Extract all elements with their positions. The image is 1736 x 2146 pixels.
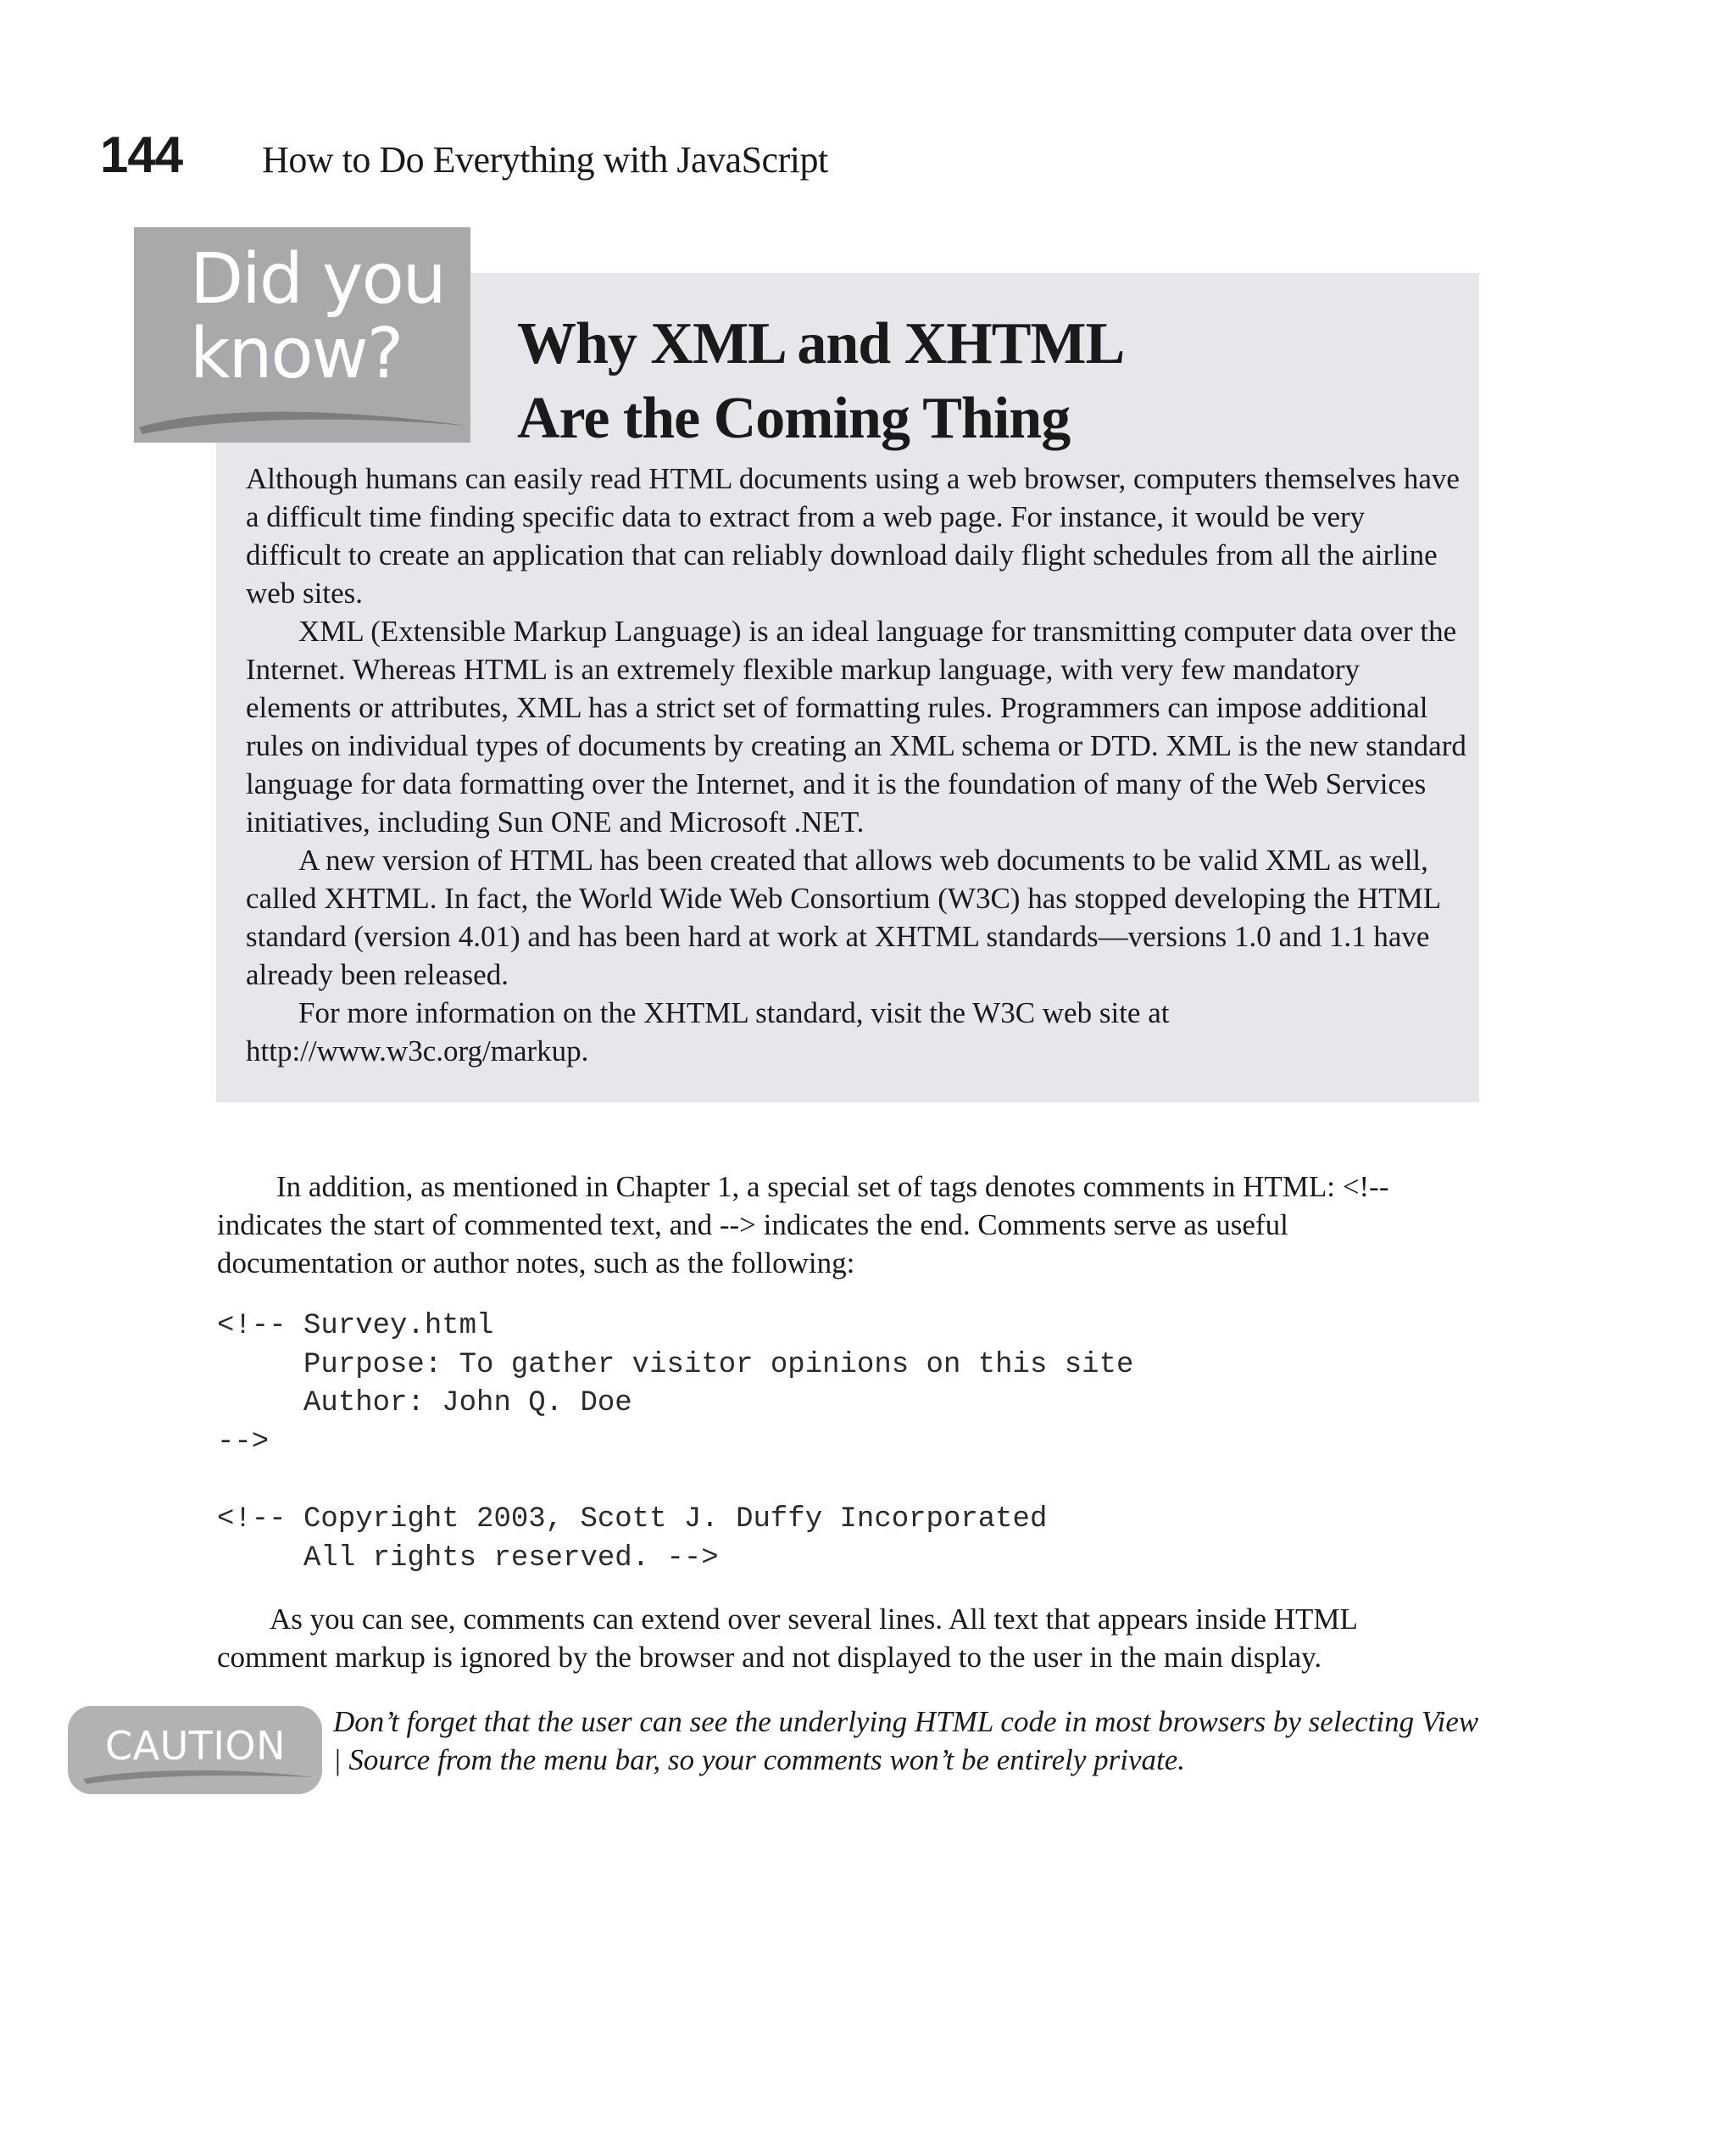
did-you-know-line-1: Did you [190, 239, 445, 320]
code-line: --> [217, 1425, 270, 1458]
sidebar-paragraph: XML (Extensible Markup Language) is an ideal language for transmitting computer data over the Internet. Whereas HTML is an extremely flexible markup language, with very few mandatory elements or attributes, XML has a strict set of formatting rules. Programmers can impose additional rules on individual types of documents by creating an XML schema or DTD. XML is the new standard language for data formatting over the Internet, and it is the foundation of many of the Web Services initiatives, including Sun ONE and Microsoft .NET. [246, 615, 1466, 839]
code-line: <!-- Copyright 2003, Scott J. Duffy Incorporated [217, 1502, 1048, 1536]
code-line: Author: John Q. Doe [217, 1387, 632, 1420]
body-paragraph-1 [217, 1168, 1470, 1282]
did-you-know-label [190, 239, 445, 394]
code-line [217, 1462, 1133, 1501]
caution-note [333, 1703, 1486, 1779]
sidebar-title-line-1: Why XML and XHTML [517, 311, 1125, 376]
page-number: 144 [100, 126, 183, 183]
body-paragraph-2 [217, 1600, 1470, 1676]
code-line: All rights reserved. --> [217, 1541, 719, 1575]
did-you-know-line-2: know? [190, 314, 403, 394]
did-you-know-tab [134, 227, 470, 443]
code-line: Purpose: To gather visitor opinions on this site [217, 1348, 1134, 1381]
code-example [217, 1307, 1133, 1578]
code-line: <!-- Survey.html [217, 1310, 494, 1342]
sidebar-paragraph: A new version of HTML has been created that allows web documents to be valid XML as well, called XHTML. In fact, the World Wide Web Consortium (W3C) has stopped developing the HTML standard (version 4.01) and has been hard at work at XHTML standards—versions 1.0 and 1.1 have already been released. [246, 844, 1440, 991]
sidebar-title-line-2: Are the Coming Thing [517, 386, 1071, 451]
caution-badge [68, 1706, 322, 1794]
body-paragraph-text: As you can see, comments can extend over several lines. All text that appears inside HTML comment markup is ignored by the browser and not displayed to the user in the main display. [217, 1603, 1357, 1674]
caution-note-text: Don’t forget that the user can see the underlying HTML code in most browsers by selecting View | Source from the menu bar, so your comments won’t be entirely private. [333, 1705, 1479, 1776]
body-paragraph-text: In addition, as mentioned in Chapter 1, a special set of tags denotes comments in HTML: <!-- indicates the start of commented text, and --> indicates the end. Comments serve as useful documentation or author notes, such as the following: [217, 1170, 1389, 1279]
sidebar-title [517, 307, 1124, 456]
caution-label: CAUTION [105, 1723, 287, 1769]
book-title: How to Do Everything with JavaScript [262, 139, 828, 181]
sidebar-body [246, 460, 1466, 1070]
sidebar-paragraph: For more information on the XHTML standard, visit the W3C web site at http://www.w3c.org/markup. [246, 996, 1170, 1067]
sidebar-paragraph: Although humans can easily read HTML documents using a web browser, computers themselves have a difficult time finding specific data to extract from a web page. For instance, it would be very difficult to create an application that can reliably download daily flight schedules from all the airline web sites. [246, 462, 1460, 610]
running-header [100, 125, 828, 193]
